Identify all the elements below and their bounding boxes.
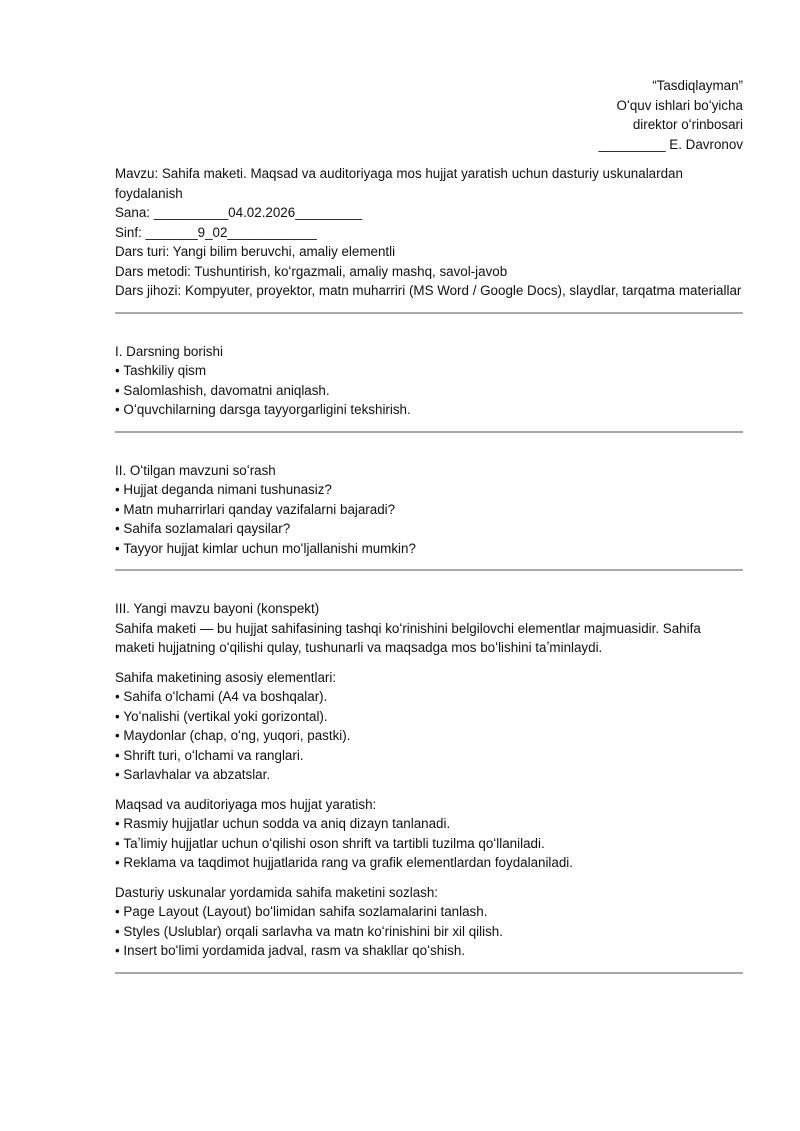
bullet-list — [115, 480, 743, 558]
document-page — [115, 76, 743, 974]
divider — [115, 431, 743, 433]
section-title: III. Yangi mavzu bayoni (konspekt) — [115, 601, 320, 617]
list-item: • Rasmiy hujjatlar uchun sodda va aniq dizayn tanlanadi. — [115, 814, 743, 834]
subheading: Dasturiy uskunalar yordamida sahifa maketini sozlash: — [115, 884, 439, 900]
subheading: Sahifa maketining asosiy elementlari: — [115, 669, 337, 685]
section-new-topic — [115, 599, 743, 961]
divider — [115, 569, 743, 571]
divider — [115, 312, 743, 314]
list-item: • Page Layout (Layout) boʻlimidan sahifa sozlamalarini tanlash. — [115, 902, 743, 922]
list-item: • Yoʻnalishi (vertikal yoki gorizontal). — [115, 707, 743, 727]
intro-paragraph: Sahifa maketi — bu hujjat sahifasining tashqi koʻrinishini belgilovchi elementlar majmuasidir. Sahifa maketi hujjatning oʻqilishi qulay, tushunarli va maqsadga mos boʻlishini taʼminlaydi. — [115, 620, 701, 656]
section-review-questions — [115, 461, 743, 559]
lesson-date: Sana: __________04.02.2026_________ — [115, 205, 363, 221]
list-item: • Hujjat deganda nimani tushunasiz? — [115, 480, 743, 500]
lesson-equipment: Dars jihozi: Kompyuter, proyektor, matn muharriri (MS Word / Google Docs), slaydlar, tarqatma materiallar — [115, 283, 742, 299]
list-item: • Salomlashish, davomatni aniqlash. — [115, 381, 743, 401]
approval-signature-line: _________ E. Davronov — [598, 136, 743, 152]
lesson-topic: Mavzu: Sahifa maketi. Maqsad va auditoriyaga mos hujjat yaratish uchun dasturiy uskunalardan foydalanish — [115, 166, 683, 201]
lesson-method: Dars metodi: Tushuntirish, koʻrgazmali, amaliy mashq, savol-javob — [115, 263, 508, 279]
list-item: • Sahifa oʻlchami (A4 va boshqalar). — [115, 687, 743, 707]
approval-title: “Tasdiqlayman” — [652, 78, 743, 93]
elements-block — [115, 668, 743, 785]
list-item: • Sarlavhalar va abzatslar. — [115, 765, 743, 785]
section-title: II. Oʻtilgan mavzuni soʻrash — [115, 462, 276, 478]
list-item: • Styles (Uslublar) orqali sarlavha va matn koʻrinishini bir xil qilish. — [115, 922, 743, 942]
lesson-class: Sinf: _______9_02____________ — [115, 224, 317, 240]
lesson-header — [115, 164, 743, 301]
divider — [115, 972, 743, 974]
list-item: • Insert boʻlimi yordamida jadval, rasm va shakllar qoʻshish. — [115, 941, 743, 961]
bullet-list — [115, 814, 743, 873]
bullet-list — [115, 902, 743, 961]
section-lesson-flow — [115, 342, 743, 420]
approval-line-1: Oʻquv ishlari boʻyicha — [616, 97, 743, 113]
list-item: • Maydonlar (chap, oʻng, yuqori, pastki). — [115, 726, 743, 746]
subheading: Maqsad va auditoriyaga mos hujjat yaratish: — [115, 796, 377, 812]
lesson-type: Dars turi: Yangi bilim beruvchi, amaliy elementli — [115, 244, 396, 260]
list-item: • Matn muharrirlari qanday vazifalarni bajaradi? — [115, 500, 743, 520]
list-item: • Tayyor hujjat kimlar uchun moʻljallanishi mumkin? — [115, 539, 743, 559]
section-title: I. Darsning borishi — [115, 343, 223, 359]
list-item: • Sahifa sozlamalari qaysilar? — [115, 519, 743, 539]
approval-line-2: direktor oʻrinbosari — [632, 117, 743, 133]
list-item: • Oʻquvchilarning darsga tayyorgarligini tekshirish. — [115, 400, 743, 420]
list-item: • Taʼlimiy hujjatlar uchun oʻqilishi oson shrift va tartibli tuzilma qoʻllaniladi. — [115, 834, 743, 854]
list-item: • Tashkiliy qism — [115, 361, 743, 381]
bullet-list — [115, 687, 743, 785]
list-item: • Reklama va taqdimot hujjatlarida rang va grafik elementlardan foydalaniladi. — [115, 853, 743, 873]
tools-block — [115, 883, 743, 961]
bullet-list — [115, 361, 743, 420]
purpose-block — [115, 795, 743, 873]
list-item: • Shrift turi, oʻlchami va ranglari. — [115, 746, 743, 766]
approval-block — [115, 76, 743, 154]
